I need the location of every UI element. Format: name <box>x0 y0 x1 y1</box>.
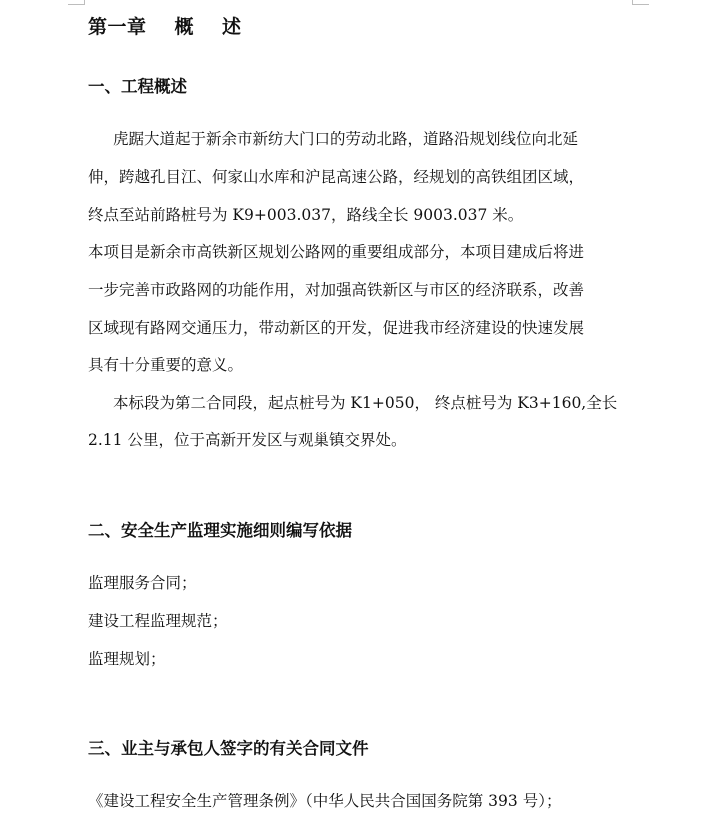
paragraph-line: 虎踞大道起于新余市新纺大门口的劳动北路，道路沿规划线位向北延 <box>113 130 579 148</box>
paragraph-line: 具有十分重要的意义。 <box>88 356 244 374</box>
paragraph-line: 伸，跨越孔目江、何家山水库和沪昆高速公路，经规划的高铁组团区域， <box>88 168 585 186</box>
list-item: 《建设工程安全生产管理条例》（中华人民共合国国务院第 393 号）； <box>88 792 562 810</box>
list-item: 建设工程监理规范； <box>88 612 228 630</box>
section-heading-basis: 二、安全生产监理实施细则编写依据 <box>88 521 352 540</box>
chapter-title-char-1: 概 <box>174 16 195 38</box>
list-item: 监理服务合同； <box>88 574 197 592</box>
paragraph-line: 一步完善市政路网的功能作用，对加强高铁新区与市区的经济联系，改善 <box>88 281 585 299</box>
page-corner-mark-right <box>632 0 649 5</box>
paragraph-line: 2.11 公里，位于高新开发区与观巢镇交界处。 <box>88 431 407 449</box>
paragraph-line: 本项目是新余市高铁新区规划公路网的重要组成部分，本项目建成后将进 <box>88 243 585 261</box>
section-heading-overview: 一、工程概述 <box>88 77 187 96</box>
list-item: 监理规划； <box>88 650 166 668</box>
chapter-number: 第一章 <box>88 16 147 38</box>
chapter-title <box>88 17 242 37</box>
paragraph-line: 本标段为第二合同段，起点桩号为 K1+050， 终点桩号为 K3+160,全长 <box>113 394 618 412</box>
paragraph-line: 区域现有路网交通压力，带动新区的开发，促进我市经济建设的快速发展 <box>88 319 585 337</box>
chapter-title-char-2: 述 <box>222 16 242 38</box>
section-heading-contracts: 三、业主与承包人签字的有关合同文件 <box>88 739 369 758</box>
paragraph-line: 终点至站前路桩号为 K9+003.037，路线全长 9003.037 米。 <box>88 206 524 224</box>
page-corner-mark-left <box>68 0 85 5</box>
